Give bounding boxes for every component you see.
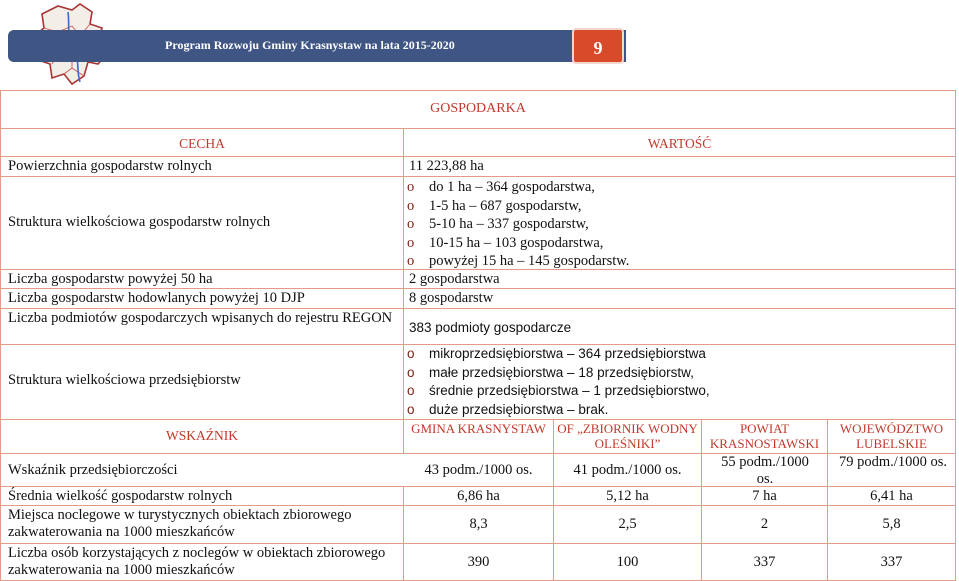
table-row <box>1 308 955 344</box>
farm-size-list <box>407 178 947 271</box>
value-wojewodztwo: 337 <box>880 554 903 570</box>
table-title: GOSPODARKA <box>430 101 526 116</box>
economy-table <box>0 90 956 581</box>
indicator-label: Miejsca noclegowe w turystycznych obiektach zbiorowego zakwaterowania na 1000 mieszkańców <box>8 507 352 540</box>
row-label: Powierzchnia gospodarstw rolnych <box>8 158 212 174</box>
row-value: 11 223,88 ha <box>409 158 484 174</box>
document-title: Program Rozwoju Gminy Krasnystaw na lata 2015-2020 <box>165 38 455 52</box>
value-gmina: 6,86 ha <box>457 488 500 504</box>
value-of: 100 <box>616 554 639 570</box>
row-label: Liczba gospodarstw powyżej 50 ha <box>8 271 213 287</box>
row-label: Struktura wielkościowa gospodarstw rolnych <box>8 214 271 230</box>
row-label: Liczba podmiotów gospodarczych wpisanych do rejestru REGON <box>8 310 393 326</box>
indicator-row <box>1 486 955 505</box>
list-item: o 10-15 ha – 103 gospodarstwa, <box>407 234 947 253</box>
indicator-header-row <box>1 419 955 453</box>
list-item: o mikroprzedsiębiorstwa – 364 przedsiębiorstwa <box>407 345 947 364</box>
value-wojewodztwo: 5,8 <box>882 516 901 532</box>
value-wojewodztwo: 6,41 ha <box>870 488 913 504</box>
column-header-value: WARTOŚĆ <box>647 136 712 151</box>
value-of: 41 podm./1000 os. <box>573 462 682 478</box>
value-gmina: 8,3 <box>469 516 488 532</box>
value-powiat: 55 podm./1000 os. <box>721 454 809 487</box>
row-value: 8 gospodarstw <box>409 290 494 306</box>
list-item: o powyżej 15 ha – 145 gospodarstw. <box>407 252 947 271</box>
list-item: o 5-10 ha – 337 gospodarstw, <box>407 215 947 234</box>
table-title-row <box>1 91 955 128</box>
col-gmina: GMINA KRASNYSTAW <box>411 421 546 436</box>
indicator-row <box>1 453 955 486</box>
table-row <box>1 176 955 269</box>
indicator-label: Średnia wielkość gospodarstw rolnych <box>8 488 233 504</box>
value-gmina: 390 <box>467 554 490 570</box>
list-item: o duże przedsiębiorstwa – brak. <box>407 401 947 420</box>
indicator-label: Wskaźnik przedsiębiorczości <box>8 462 178 478</box>
table-row <box>1 344 955 419</box>
row-label: Liczba gospodarstw hodowlanych powyżej 10 DJP <box>8 290 305 306</box>
value-of: 5,12 ha <box>606 488 649 504</box>
row-value: 383 podmioty gospodarcze <box>409 320 572 335</box>
indicator-header-label: WSKAŹNIK <box>166 428 238 443</box>
col-wojewodztwo: WOJEWÓDZTWO LUBELSKIE <box>839 421 944 451</box>
list-item: o małe przedsiębiorstwa – 18 przedsiębiorstw, <box>407 364 947 383</box>
list-item: o do 1 ha – 364 gospodarstwa, <box>407 178 947 197</box>
value-of: 2,5 <box>618 516 637 532</box>
indicator-label: Liczba osób korzystających z noclegów w obiektach zbiorowego zakwaterowania na 1000 mieszkańców <box>8 545 386 578</box>
list-item: o średnie przedsiębiorstwa – 1 przedsiębiorstwo, <box>407 382 947 401</box>
col-of: OF „ZBIORNIK WODNY OLEŚNIKI” <box>557 421 698 451</box>
value-powiat: 7 ha <box>752 488 777 504</box>
indicator-row <box>1 505 955 543</box>
row-value: 2 gospodarstwa <box>409 271 500 287</box>
enterprise-size-list <box>407 345 947 419</box>
list-item: o 1-5 ha – 687 gospodarstw, <box>407 197 947 216</box>
table-row <box>1 269 955 288</box>
table-header-row <box>1 128 955 156</box>
table-row <box>1 288 955 308</box>
value-powiat: 2 <box>760 516 769 532</box>
value-gmina: 43 podm./1000 os. <box>424 462 533 478</box>
col-powiat: POWIAT KRASNOSTAWSKI <box>709 421 820 451</box>
column-header-feature: CECHA <box>179 136 225 151</box>
value-wojewodztwo: 79 podm./1000 os. <box>839 454 947 470</box>
page-number-badge: 9 <box>572 28 624 64</box>
table-row <box>1 156 955 176</box>
row-label: Struktura wielkościowa przedsiębiorstw <box>8 372 241 388</box>
value-powiat: 337 <box>753 554 776 570</box>
indicator-row <box>1 543 955 580</box>
